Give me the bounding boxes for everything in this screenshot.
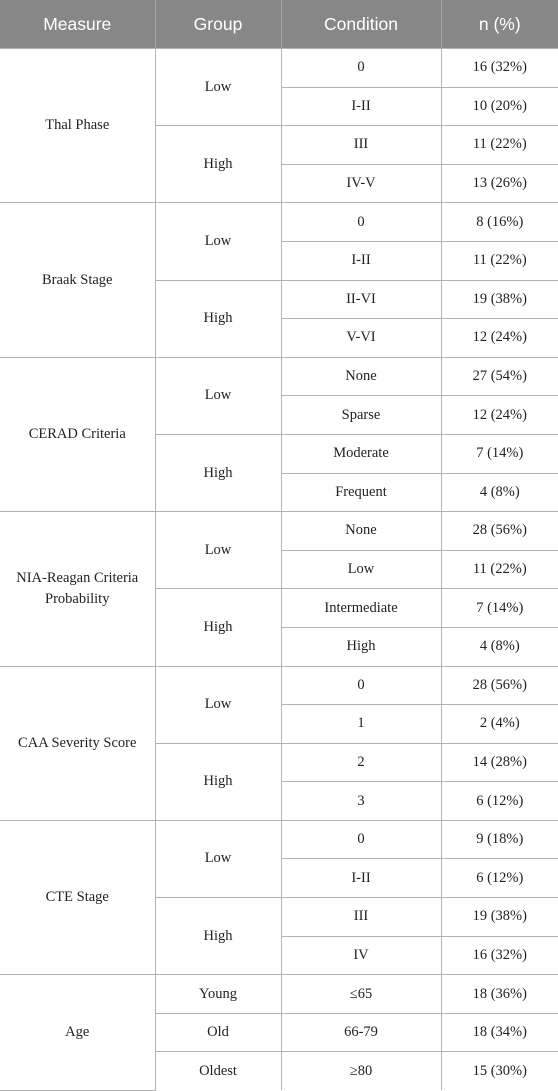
measure-cell: Braak Stage <box>0 203 155 357</box>
condition-cell: I-II <box>281 87 441 126</box>
group-cell: Low <box>155 203 281 280</box>
n-percent-cell: 11 (22%) <box>441 126 558 165</box>
n-percent-cell: 7 (14%) <box>441 589 558 628</box>
condition-cell: None <box>281 512 441 551</box>
n-percent-cell: 4 (8%) <box>441 627 558 666</box>
table-row <box>0 49 558 88</box>
condition-cell: III <box>281 126 441 165</box>
measure-cell: Thal Phase <box>0 49 155 203</box>
condition-cell: Frequent <box>281 473 441 512</box>
condition-cell: 3 <box>281 782 441 821</box>
table-body <box>0 49 558 1091</box>
group-cell: Low <box>155 666 281 743</box>
group-cell: Oldest <box>155 1052 281 1090</box>
condition-cell: Intermediate <box>281 589 441 628</box>
table-row <box>0 512 558 551</box>
condition-cell: V-VI <box>281 319 441 358</box>
n-percent-cell: 18 (34%) <box>441 1013 558 1052</box>
condition-cell: ≤65 <box>281 975 441 1014</box>
measure-cell: CERAD Criteria <box>0 357 155 511</box>
n-percent-cell: 6 (12%) <box>441 859 558 898</box>
n-percent-cell: 14 (28%) <box>441 743 558 782</box>
group-cell: Low <box>155 49 281 126</box>
condition-cell: 66-79 <box>281 1013 441 1052</box>
group-cell: Low <box>155 357 281 434</box>
n-percent-cell: 28 (56%) <box>441 512 558 551</box>
n-percent-cell: 7 (14%) <box>441 434 558 473</box>
n-percent-cell: 2 (4%) <box>441 705 558 744</box>
n-percent-cell: 18 (36%) <box>441 975 558 1014</box>
n-percent-cell: 10 (20%) <box>441 87 558 126</box>
group-cell: Low <box>155 512 281 589</box>
table-row <box>0 975 558 1014</box>
n-percent-cell: 13 (26%) <box>441 164 558 203</box>
group-cell: High <box>155 126 281 203</box>
condition-cell: None <box>281 357 441 396</box>
table-header <box>0 0 558 49</box>
condition-cell: 0 <box>281 666 441 705</box>
group-cell: Low <box>155 820 281 897</box>
condition-cell: I-II <box>281 241 441 280</box>
n-percent-cell: 4 (8%) <box>441 473 558 512</box>
table-row <box>0 357 558 396</box>
condition-cell: Sparse <box>281 396 441 435</box>
measure-cell: CTE Stage <box>0 820 155 974</box>
n-percent-cell: 8 (16%) <box>441 203 558 242</box>
table-row <box>0 820 558 859</box>
header-row <box>0 0 558 49</box>
n-percent-cell: 16 (32%) <box>441 936 558 975</box>
condition-cell: High <box>281 627 441 666</box>
n-percent-cell: 15 (30%) <box>441 1052 558 1090</box>
condition-cell: Low <box>281 550 441 589</box>
measure-cell: CAA Severity Score <box>0 666 155 820</box>
condition-cell: III <box>281 898 441 937</box>
n-percent-cell: 27 (54%) <box>441 357 558 396</box>
n-percent-cell: 19 (38%) <box>441 280 558 319</box>
n-percent-cell: 19 (38%) <box>441 898 558 937</box>
n-percent-cell: 28 (56%) <box>441 666 558 705</box>
n-percent-cell: 9 (18%) <box>441 820 558 859</box>
measure-cell: NIA-Reagan Criteria Probability <box>0 512 155 666</box>
condition-cell: 0 <box>281 820 441 859</box>
condition-cell: 0 <box>281 49 441 88</box>
group-cell: High <box>155 280 281 357</box>
condition-cell: Moderate <box>281 434 441 473</box>
group-cell: High <box>155 898 281 975</box>
n-percent-cell: 11 (22%) <box>441 550 558 589</box>
group-cell: Old <box>155 1013 281 1052</box>
n-percent-cell: 6 (12%) <box>441 782 558 821</box>
n-percent-cell: 12 (24%) <box>441 319 558 358</box>
condition-cell: IV <box>281 936 441 975</box>
measure-cell: Age <box>0 975 155 1090</box>
header-condition: Condition <box>281 0 441 49</box>
group-cell: High <box>155 434 281 511</box>
condition-cell: 1 <box>281 705 441 744</box>
condition-cell: II-VI <box>281 280 441 319</box>
n-percent-cell: 12 (24%) <box>441 396 558 435</box>
header-n-percent: n (%) <box>441 0 558 49</box>
table-row <box>0 666 558 705</box>
condition-cell: 0 <box>281 203 441 242</box>
header-measure: Measure <box>0 0 155 49</box>
n-percent-cell: 16 (32%) <box>441 49 558 88</box>
table-row <box>0 203 558 242</box>
group-cell: Young <box>155 975 281 1014</box>
condition-cell: IV-V <box>281 164 441 203</box>
condition-cell: ≥80 <box>281 1052 441 1090</box>
condition-cell: 2 <box>281 743 441 782</box>
condition-cell: I-II <box>281 859 441 898</box>
group-cell: High <box>155 589 281 666</box>
header-group: Group <box>155 0 281 49</box>
group-cell: High <box>155 743 281 820</box>
n-percent-cell: 11 (22%) <box>441 241 558 280</box>
